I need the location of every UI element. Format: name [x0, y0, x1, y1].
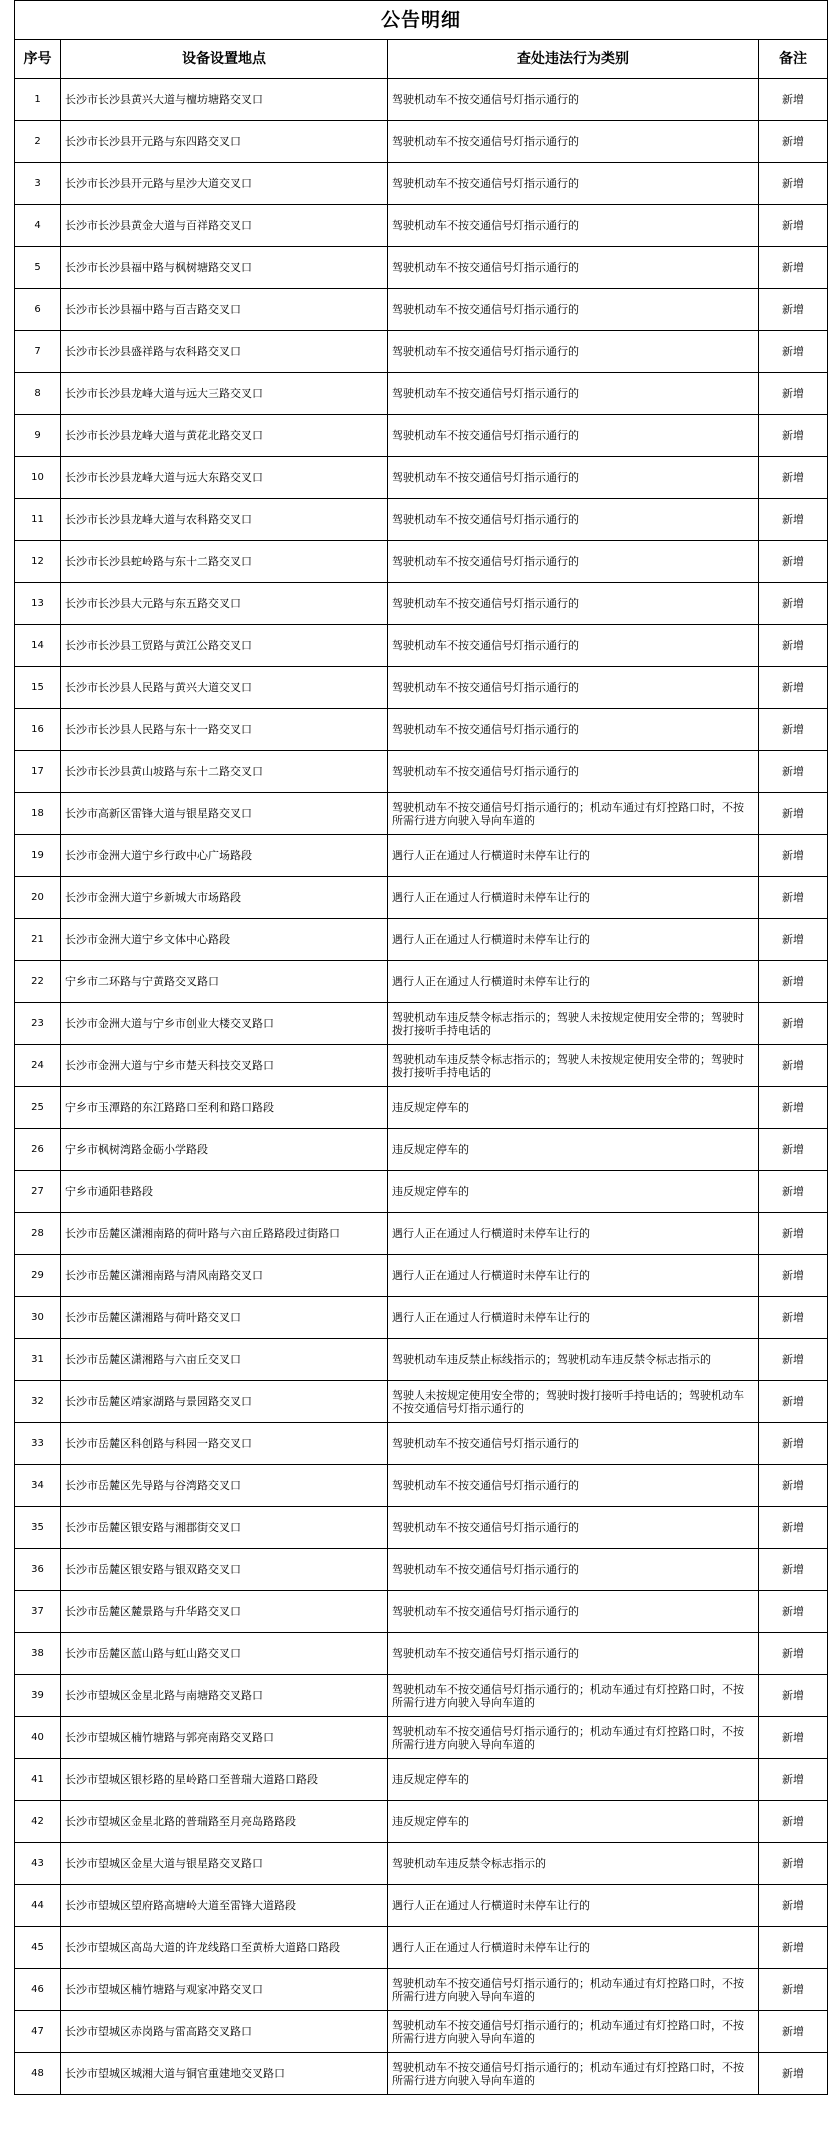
row-number-cell: 20 [15, 877, 61, 919]
table-row [15, 919, 828, 961]
note-cell: 新增 [759, 1801, 828, 1843]
violation-type-cell: 驾驶机动车不按交通信号灯指示通行的 [388, 121, 759, 163]
location-cell: 长沙市岳麓区靖家湖路与景园路交叉口 [61, 1381, 388, 1423]
header-violation: 查处违法行为类别 [388, 40, 759, 79]
table-row [15, 1927, 828, 1969]
row-number-cell: 1 [15, 79, 61, 121]
row-number-cell: 36 [15, 1549, 61, 1591]
row-number-cell: 25 [15, 1087, 61, 1129]
table-row [15, 709, 828, 751]
note-cell: 新增 [759, 373, 828, 415]
row-number-cell: 45 [15, 1927, 61, 1969]
row-number-cell: 27 [15, 1171, 61, 1213]
note-cell: 新增 [759, 2011, 828, 2053]
table-row [15, 583, 828, 625]
location-cell: 长沙市长沙县人民路与东十一路交叉口 [61, 709, 388, 751]
table-row [15, 1801, 828, 1843]
location-cell: 长沙市长沙县大元路与东五路交叉口 [61, 583, 388, 625]
note-cell: 新增 [759, 1591, 828, 1633]
header-no: 序号 [15, 40, 61, 79]
note-cell: 新增 [759, 961, 828, 1003]
row-number-cell: 18 [15, 793, 61, 835]
location-cell: 长沙市望城区赤岗路与雷高路交叉路口 [61, 2011, 388, 2053]
note-cell: 新增 [759, 1885, 828, 1927]
note-cell: 新增 [759, 1297, 828, 1339]
table-row [15, 1297, 828, 1339]
header-note: 备注 [759, 40, 828, 79]
table-row [15, 1087, 828, 1129]
row-number-cell: 13 [15, 583, 61, 625]
table-row [15, 1549, 828, 1591]
note-cell: 新增 [759, 415, 828, 457]
location-cell: 长沙市望城区银杉路的星岭路口至普瑞大道路口路段 [61, 1759, 388, 1801]
table-row [15, 1213, 828, 1255]
violation-type-cell: 驾驶机动车不按交通信号灯指示通行的 [388, 1423, 759, 1465]
location-cell: 长沙市望城区金星北路的普瑞路至月亮岛路路段 [61, 1801, 388, 1843]
violation-type-cell: 违反规定停车的 [388, 1801, 759, 1843]
header-location: 设备设置地点 [61, 40, 388, 79]
violation-type-cell: 驾驶机动车不按交通信号灯指示通行的 [388, 247, 759, 289]
row-number-cell: 5 [15, 247, 61, 289]
violation-type-cell: 驾驶机动车不按交通信号灯指示通行的 [388, 205, 759, 247]
location-cell: 长沙市岳麓区银安路与湘郡街交叉口 [61, 1507, 388, 1549]
violation-type-cell: 驾驶机动车违反禁令标志指示的 [388, 1843, 759, 1885]
table-row [15, 1843, 828, 1885]
location-cell: 长沙市望城区高岛大道的许龙线路口至黄桥大道路口路段 [61, 1927, 388, 1969]
location-cell: 长沙市高新区雷锋大道与银星路交叉口 [61, 793, 388, 835]
row-number-cell: 48 [15, 2053, 61, 2095]
table-row [15, 1465, 828, 1507]
violation-type-cell: 驾驶机动车不按交通信号灯指示通行的 [388, 289, 759, 331]
row-number-cell: 46 [15, 1969, 61, 2011]
table-row [15, 835, 828, 877]
note-cell: 新增 [759, 1339, 828, 1381]
note-cell: 新增 [759, 1255, 828, 1297]
table-row [15, 1507, 828, 1549]
note-cell: 新增 [759, 457, 828, 499]
violation-type-cell: 驾驶机动车不按交通信号灯指示通行的 [388, 163, 759, 205]
row-number-cell: 6 [15, 289, 61, 331]
table-row [15, 163, 828, 205]
row-number-cell: 2 [15, 121, 61, 163]
row-number-cell: 22 [15, 961, 61, 1003]
violation-type-cell: 驾驶机动车不按交通信号灯指示通行的 [388, 1549, 759, 1591]
row-number-cell: 16 [15, 709, 61, 751]
table-row [15, 1423, 828, 1465]
table-row [15, 1003, 828, 1045]
row-number-cell: 9 [15, 415, 61, 457]
violation-type-cell: 驾驶机动车违反禁令标志指示的；驾驶人未按规定使用安全带的；驾驶时拨打接听手持电话的 [388, 1045, 759, 1087]
location-cell: 宁乡市通阳巷路段 [61, 1171, 388, 1213]
note-cell: 新增 [759, 835, 828, 877]
location-cell: 长沙市长沙县蛇岭路与东十二路交叉口 [61, 541, 388, 583]
row-number-cell: 24 [15, 1045, 61, 1087]
violation-type-cell: 驾驶机动车不按交通信号灯指示通行的；机动车通过有灯控路口时，不按所需行进方向驶入导向车道的 [388, 793, 759, 835]
note-cell: 新增 [759, 541, 828, 583]
table-row [15, 961, 828, 1003]
note-cell: 新增 [759, 1759, 828, 1801]
violation-type-cell: 驾驶机动车不按交通信号灯指示通行的 [388, 457, 759, 499]
table-row [15, 1969, 828, 2011]
note-cell: 新增 [759, 1717, 828, 1759]
violation-type-cell: 驾驶机动车不按交通信号灯指示通行的；机动车通过有灯控路口时，不按所需行进方向驶入导向车道的 [388, 1675, 759, 1717]
note-cell: 新增 [759, 709, 828, 751]
table-row [15, 1129, 828, 1171]
location-cell: 宁乡市枫树湾路金砺小学路段 [61, 1129, 388, 1171]
table-row [15, 1591, 828, 1633]
table-row [15, 415, 828, 457]
note-cell: 新增 [759, 1381, 828, 1423]
violation-type-cell: 驾驶机动车违反禁止标线指示的；驾驶机动车违反禁令标志指示的 [388, 1339, 759, 1381]
location-cell: 长沙市长沙县黄兴大道与檀坊塘路交叉口 [61, 79, 388, 121]
row-number-cell: 17 [15, 751, 61, 793]
location-cell: 长沙市长沙县黄山坡路与东十二路交叉口 [61, 751, 388, 793]
location-cell: 长沙市长沙县龙峰大道与远大三路交叉口 [61, 373, 388, 415]
location-cell: 长沙市长沙县福中路与枫树塘路交叉口 [61, 247, 388, 289]
violation-type-cell: 驾驶机动车不按交通信号灯指示通行的 [388, 499, 759, 541]
location-cell: 长沙市岳麓区潇湘南路与清风南路交叉口 [61, 1255, 388, 1297]
violation-type-cell: 违反规定停车的 [388, 1087, 759, 1129]
note-cell: 新增 [759, 1969, 828, 2011]
table-row [15, 667, 828, 709]
row-number-cell: 41 [15, 1759, 61, 1801]
row-number-cell: 44 [15, 1885, 61, 1927]
row-number-cell: 39 [15, 1675, 61, 1717]
row-number-cell: 28 [15, 1213, 61, 1255]
table-row [15, 247, 828, 289]
row-number-cell: 32 [15, 1381, 61, 1423]
table-row [15, 1885, 828, 1927]
violation-type-cell: 遇行人正在通过人行横道时未停车让行的 [388, 1927, 759, 1969]
violation-type-cell: 驾驶机动车违反禁令标志指示的；驾驶人未按规定使用安全带的；驾驶时拨打接听手持电话的 [388, 1003, 759, 1045]
note-cell: 新增 [759, 163, 828, 205]
location-cell: 长沙市金洲大道宁乡新城大市场路段 [61, 877, 388, 919]
violation-type-cell: 驾驶机动车不按交通信号灯指示通行的 [388, 373, 759, 415]
table-row [15, 751, 828, 793]
table-row [15, 289, 828, 331]
location-cell: 长沙市望城区金星北路与南塘路交叉路口 [61, 1675, 388, 1717]
violation-type-cell: 驾驶机动车不按交通信号灯指示通行的 [388, 583, 759, 625]
table-row [15, 121, 828, 163]
table-row [15, 1759, 828, 1801]
row-number-cell: 23 [15, 1003, 61, 1045]
row-number-cell: 19 [15, 835, 61, 877]
row-number-cell: 38 [15, 1633, 61, 1675]
location-cell: 长沙市金洲大道宁乡文体中心路段 [61, 919, 388, 961]
row-number-cell: 35 [15, 1507, 61, 1549]
row-number-cell: 14 [15, 625, 61, 667]
violation-type-cell: 违反规定停车的 [388, 1759, 759, 1801]
table-row [15, 331, 828, 373]
location-cell: 长沙市长沙县开元路与东四路交叉口 [61, 121, 388, 163]
row-number-cell: 47 [15, 2011, 61, 2053]
violation-type-cell: 驾驶机动车不按交通信号灯指示通行的；机动车通过有灯控路口时，不按所需行进方向驶入导向车道的 [388, 2053, 759, 2095]
table-row [15, 877, 828, 919]
note-cell: 新增 [759, 1633, 828, 1675]
note-cell: 新增 [759, 751, 828, 793]
location-cell: 长沙市金洲大道与宁乡市楚天科技交叉路口 [61, 1045, 388, 1087]
violation-type-cell: 驾驶机动车不按交通信号灯指示通行的；机动车通过有灯控路口时，不按所需行进方向驶入导向车道的 [388, 2011, 759, 2053]
violation-type-cell: 驾驶机动车不按交通信号灯指示通行的 [388, 751, 759, 793]
violation-type-cell: 驾驶机动车不按交通信号灯指示通行的 [388, 1465, 759, 1507]
location-cell: 宁乡市玉潭路的东江路路口至利和路口路段 [61, 1087, 388, 1129]
location-cell: 长沙市岳麓区银安路与银双路交叉口 [61, 1549, 388, 1591]
violation-type-cell: 违反规定停车的 [388, 1129, 759, 1171]
row-number-cell: 10 [15, 457, 61, 499]
location-cell: 长沙市望城区楠竹塘路与观家冲路交叉口 [61, 1969, 388, 2011]
note-cell: 新增 [759, 583, 828, 625]
row-number-cell: 33 [15, 1423, 61, 1465]
location-cell: 长沙市望城区楠竹塘路与郭亮南路交叉路口 [61, 1717, 388, 1759]
note-cell: 新增 [759, 1087, 828, 1129]
note-cell: 新增 [759, 79, 828, 121]
table-body [15, 1, 828, 2095]
location-cell: 长沙市望城区望府路高塘岭大道至雷锋大道路段 [61, 1885, 388, 1927]
table-row [15, 205, 828, 247]
row-number-cell: 15 [15, 667, 61, 709]
location-cell: 宁乡市二环路与宁黄路交叉路口 [61, 961, 388, 1003]
table-row [15, 499, 828, 541]
location-cell: 长沙市长沙县黄金大道与百祥路交叉口 [61, 205, 388, 247]
note-cell: 新增 [759, 919, 828, 961]
table-row [15, 1633, 828, 1675]
table-row [15, 2011, 828, 2053]
row-number-cell: 12 [15, 541, 61, 583]
row-number-cell: 29 [15, 1255, 61, 1297]
row-number-cell: 11 [15, 499, 61, 541]
row-number-cell: 8 [15, 373, 61, 415]
note-cell: 新增 [759, 877, 828, 919]
note-cell: 新增 [759, 1843, 828, 1885]
note-cell: 新增 [759, 667, 828, 709]
page-title: 公告明细 [15, 1, 828, 40]
location-cell: 长沙市长沙县工贸路与黄江公路交叉口 [61, 625, 388, 667]
violation-type-cell: 驾驶机动车不按交通信号灯指示通行的；机动车通过有灯控路口时，不按所需行进方向驶入导向车道的 [388, 1717, 759, 1759]
violation-type-cell: 遇行人正在通过人行横道时未停车让行的 [388, 919, 759, 961]
note-cell: 新增 [759, 247, 828, 289]
table-row [15, 1045, 828, 1087]
violation-type-cell: 驾驶机动车不按交通信号灯指示通行的 [388, 541, 759, 583]
table-row [15, 1171, 828, 1213]
violation-type-cell: 遇行人正在通过人行横道时未停车让行的 [388, 877, 759, 919]
row-number-cell: 7 [15, 331, 61, 373]
violation-type-cell: 遇行人正在通过人行横道时未停车让行的 [388, 1297, 759, 1339]
note-cell: 新增 [759, 625, 828, 667]
note-cell: 新增 [759, 289, 828, 331]
location-cell: 长沙市岳麓区科创路与科园一路交叉口 [61, 1423, 388, 1465]
table-row [15, 2053, 828, 2095]
note-cell: 新增 [759, 331, 828, 373]
note-cell: 新增 [759, 1213, 828, 1255]
header-row [15, 40, 828, 79]
table-row [15, 1381, 828, 1423]
table-row [15, 1717, 828, 1759]
location-cell: 长沙市长沙县福中路与百吉路交叉口 [61, 289, 388, 331]
table-row [15, 793, 828, 835]
note-cell: 新增 [759, 1423, 828, 1465]
violation-type-cell: 遇行人正在通过人行横道时未停车让行的 [388, 1213, 759, 1255]
note-cell: 新增 [759, 1927, 828, 1969]
location-cell: 长沙市金洲大道宁乡行政中心广场路段 [61, 835, 388, 877]
row-number-cell: 42 [15, 1801, 61, 1843]
note-cell: 新增 [759, 793, 828, 835]
table-row [15, 1339, 828, 1381]
violation-type-cell: 驾驶机动车不按交通信号灯指示通行的 [388, 415, 759, 457]
table-row [15, 457, 828, 499]
location-cell: 长沙市长沙县开元路与星沙大道交叉口 [61, 163, 388, 205]
violation-type-cell: 遇行人正在通过人行横道时未停车让行的 [388, 961, 759, 1003]
location-cell: 长沙市岳麓区蓝山路与虹山路交叉口 [61, 1633, 388, 1675]
violation-type-cell: 遇行人正在通过人行横道时未停车让行的 [388, 835, 759, 877]
row-number-cell: 40 [15, 1717, 61, 1759]
location-cell: 长沙市岳麓区先导路与谷湾路交叉口 [61, 1465, 388, 1507]
violation-type-cell: 驾驶机动车不按交通信号灯指示通行的 [388, 79, 759, 121]
location-cell: 长沙市长沙县龙峰大道与农科路交叉口 [61, 499, 388, 541]
note-cell: 新增 [759, 499, 828, 541]
violation-type-cell: 驾驶机动车不按交通信号灯指示通行的 [388, 667, 759, 709]
location-cell: 长沙市岳麓区潇湘路与六亩丘交叉口 [61, 1339, 388, 1381]
location-cell: 长沙市长沙县盛祥路与农科路交叉口 [61, 331, 388, 373]
table-row [15, 1675, 828, 1717]
violation-type-cell: 违反规定停车的 [388, 1171, 759, 1213]
note-cell: 新增 [759, 1171, 828, 1213]
violation-type-cell: 遇行人正在通过人行横道时未停车让行的 [388, 1885, 759, 1927]
title-row [15, 1, 828, 40]
violation-type-cell: 遇行人正在通过人行横道时未停车让行的 [388, 1255, 759, 1297]
note-cell: 新增 [759, 1507, 828, 1549]
table-row [15, 1255, 828, 1297]
row-number-cell: 4 [15, 205, 61, 247]
location-cell: 长沙市长沙县龙峰大道与黄花北路交叉口 [61, 415, 388, 457]
row-number-cell: 31 [15, 1339, 61, 1381]
location-cell: 长沙市长沙县龙峰大道与远大东路交叉口 [61, 457, 388, 499]
location-cell: 长沙市金洲大道与宁乡市创业大楼交叉路口 [61, 1003, 388, 1045]
row-number-cell: 21 [15, 919, 61, 961]
violation-type-cell: 驾驶机动车不按交通信号灯指示通行的 [388, 1633, 759, 1675]
violation-type-cell: 驾驶机动车不按交通信号灯指示通行的 [388, 709, 759, 751]
location-cell: 长沙市望城区金星大道与银星路交叉路口 [61, 1843, 388, 1885]
violation-type-cell: 驾驶机动车不按交通信号灯指示通行的 [388, 1591, 759, 1633]
location-cell: 长沙市望城区城湘大道与铜官重建地交叉路口 [61, 2053, 388, 2095]
location-cell: 长沙市岳麓区麓景路与升华路交叉口 [61, 1591, 388, 1633]
violation-type-cell: 驾驶机动车不按交通信号灯指示通行的 [388, 625, 759, 667]
location-cell: 长沙市岳麓区潇湘路与荷叶路交叉口 [61, 1297, 388, 1339]
note-cell: 新增 [759, 1549, 828, 1591]
table-row [15, 79, 828, 121]
row-number-cell: 26 [15, 1129, 61, 1171]
note-cell: 新增 [759, 1003, 828, 1045]
table-row [15, 373, 828, 415]
note-cell: 新增 [759, 2053, 828, 2095]
note-cell: 新增 [759, 1675, 828, 1717]
row-number-cell: 3 [15, 163, 61, 205]
row-number-cell: 37 [15, 1591, 61, 1633]
violation-type-cell: 驾驶人未按规定使用安全带的；驾驶时拨打接听手持电话的；驾驶机动车不按交通信号灯指示通行的 [388, 1381, 759, 1423]
note-cell: 新增 [759, 121, 828, 163]
row-number-cell: 43 [15, 1843, 61, 1885]
notice-table [14, 0, 828, 2095]
row-number-cell: 30 [15, 1297, 61, 1339]
location-cell: 长沙市岳麓区潇湘南路的荷叶路与六亩丘路路段过街路口 [61, 1213, 388, 1255]
row-number-cell: 34 [15, 1465, 61, 1507]
table-row [15, 625, 828, 667]
violation-type-cell: 驾驶机动车不按交通信号灯指示通行的；机动车通过有灯控路口时，不按所需行进方向驶入导向车道的 [388, 1969, 759, 2011]
violation-type-cell: 驾驶机动车不按交通信号灯指示通行的 [388, 1507, 759, 1549]
location-cell: 长沙市长沙县人民路与黄兴大道交叉口 [61, 667, 388, 709]
table-row [15, 541, 828, 583]
note-cell: 新增 [759, 1465, 828, 1507]
note-cell: 新增 [759, 1129, 828, 1171]
note-cell: 新增 [759, 1045, 828, 1087]
note-cell: 新增 [759, 205, 828, 247]
violation-type-cell: 驾驶机动车不按交通信号灯指示通行的 [388, 331, 759, 373]
